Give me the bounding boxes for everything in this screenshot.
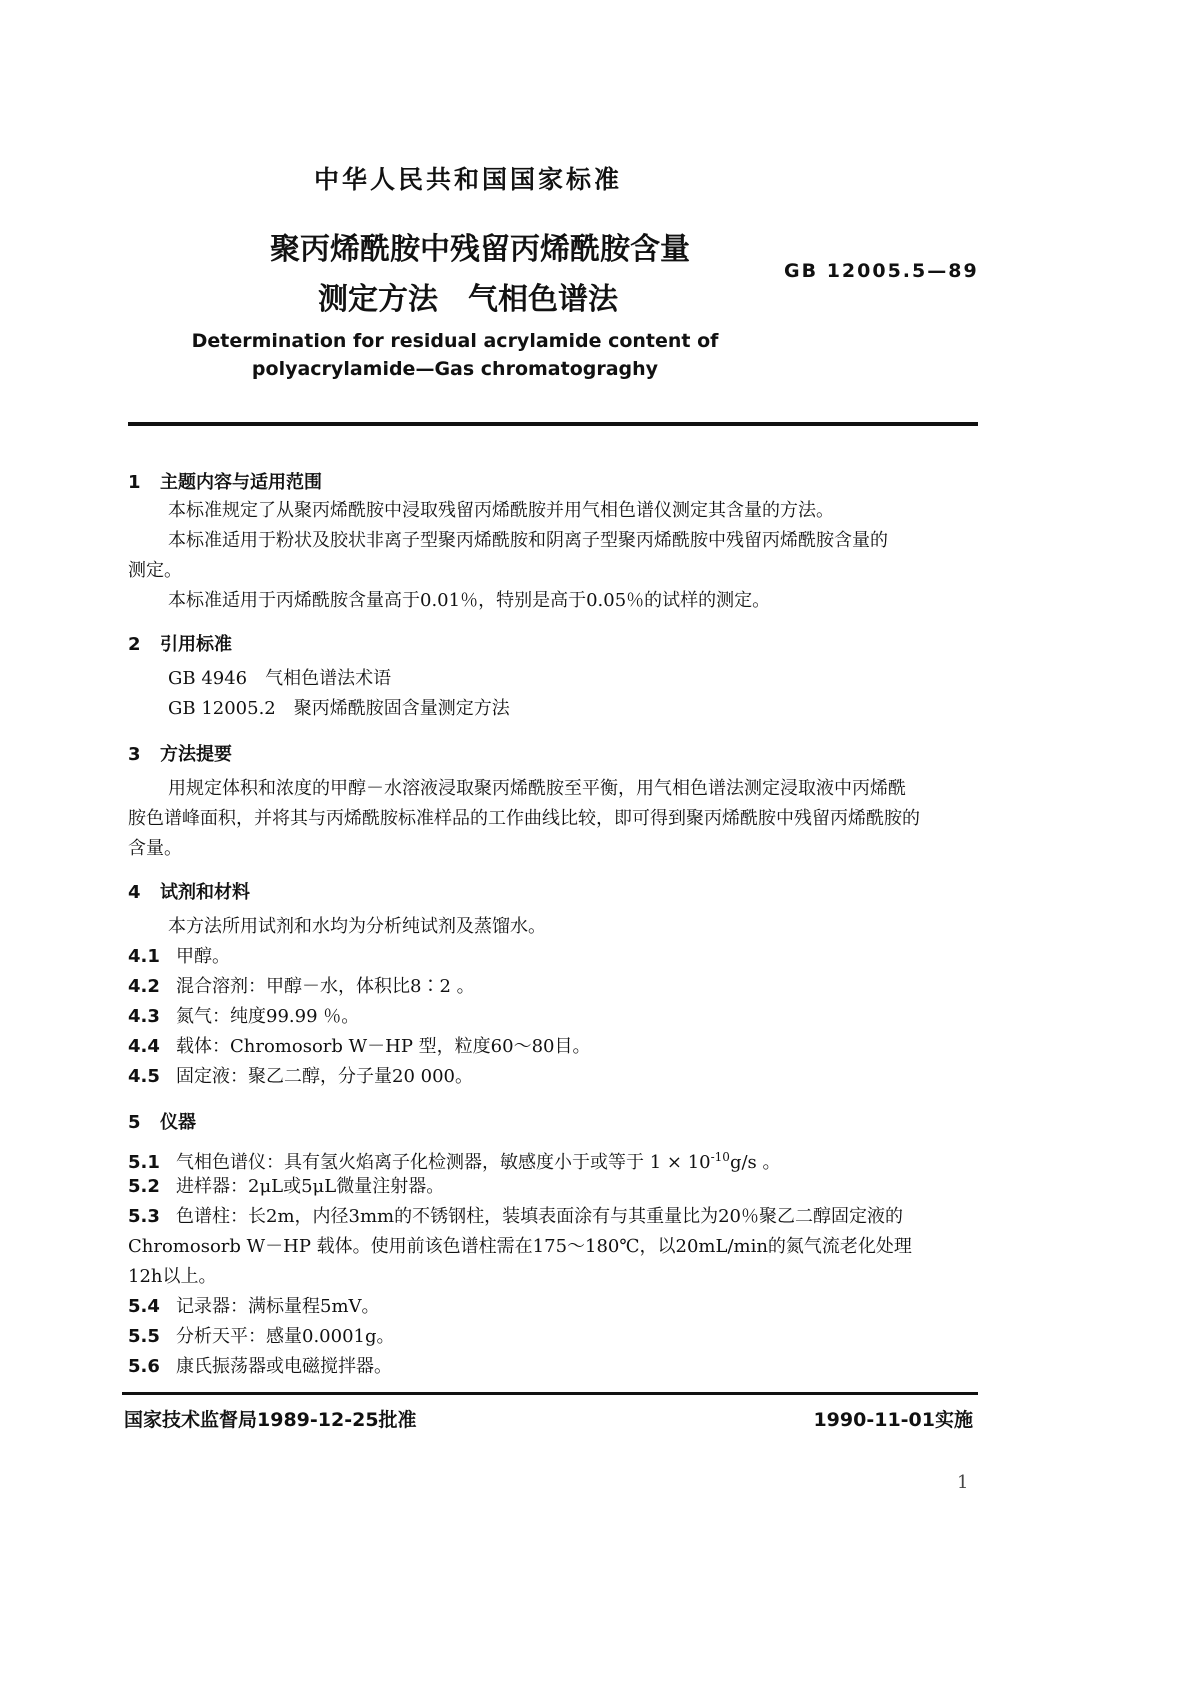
item-4-2-text: 混合溶剂：甲醇－水，体积比8∶2 。 [176, 976, 475, 997]
section-2-number: 2 [128, 634, 141, 655]
reference-gb-12005-2: GB 12005.2 聚丙烯酰胺固含量测定方法 [168, 698, 510, 719]
section-4-title: 试剂和材料 [160, 882, 250, 903]
item-5-1-unit: g/s 。 [729, 1152, 781, 1173]
section-4-number: 4 [128, 882, 141, 903]
item-4-2-number: 4.2 [128, 976, 160, 997]
item-4-4-text: 载体：Chromosorb W－HP 型，粒度60～80目。 [176, 1036, 591, 1057]
item-5-3-number: 5.3 [128, 1206, 160, 1227]
item-4-3-text: 氮气：纯度99.99 ％。 [176, 1006, 360, 1027]
section-4-heading [128, 878, 250, 904]
item-4-1-number: 4.1 [128, 946, 160, 967]
title-line-2: 测定方法 气相色谱法 [318, 282, 618, 317]
section-1-number: 1 [128, 472, 141, 493]
standard-type: 中华人民共和国国家标准 [313, 165, 622, 194]
footer-rule [122, 1392, 978, 1395]
section-5-number: 5 [128, 1112, 141, 1133]
item-5-2 [128, 1174, 444, 1200]
standard-code: GB 12005.5—89 [784, 260, 979, 282]
item-5-1 [128, 1144, 780, 1176]
item-4-5-text: 固定液：聚乙二醇，分子量20 000。 [176, 1066, 473, 1087]
item-5-3-text-line-1: 色谱柱：长2m，内径3mm的不锈钢柱，装填表面涂有与其重量比为20％聚乙二醇固定液的 [176, 1206, 904, 1227]
item-5-1-number: 5.1 [128, 1152, 160, 1173]
section-3-para-line-2: 胺色谱峰面积，并将其与丙烯酰胺标准样品的工作曲线比较，即可得到聚丙烯酰胺中残留丙烯酰胺的 [128, 808, 920, 829]
approval-line: 国家技术监督局1989-12-25批准 [124, 1409, 417, 1431]
english-title-line-2: polyacrylamide—Gas chromatograghy [251, 358, 659, 380]
title-line-1: 聚丙烯酰胺中残留丙烯酰胺含量 [270, 232, 690, 267]
item-5-6-text: 康氏振荡器或电磁搅拌器。 [176, 1356, 392, 1377]
item-5-6-number: 5.6 [128, 1356, 160, 1377]
item-5-2-text: 进样器：2μL或5μL微量注射器。 [176, 1176, 445, 1197]
section-1-para-2b: 测定。 [128, 560, 182, 581]
item-5-3 [128, 1204, 903, 1230]
item-5-3-line-2: Chromosorb W－HP 载体。使用前该色谱柱需在175～180℃，以20mL/min的氮气流老化处理 [128, 1236, 912, 1257]
section-2-title: 引用标准 [160, 634, 232, 655]
item-5-2-number: 5.2 [128, 1176, 160, 1197]
page-number: 1 [957, 1472, 969, 1493]
item-5-5-number: 5.5 [128, 1326, 160, 1347]
item-5-4-text: 记录器：满标量程5mV。 [176, 1296, 380, 1317]
section-2-heading [128, 630, 232, 656]
item-4-1-text: 甲醇。 [176, 946, 230, 967]
section-1-para-1: 本标准规定了从聚丙烯酰胺中浸取残留丙烯酰胺并用气相色谱仪测定其含量的方法。 [168, 500, 834, 521]
effective-date: 1990-11-01实施 [813, 1409, 973, 1431]
item-4-3-number: 4.3 [128, 1006, 160, 1027]
item-5-3-line-3: 12h以上。 [128, 1266, 217, 1287]
item-4-4 [128, 1034, 590, 1060]
section-3-para-line-1: 用规定体积和浓度的甲醇－水溶液浸取聚丙烯酰胺至平衡，用气相色谱法测定浸取液中丙烯酰 [168, 778, 906, 799]
item-5-6 [128, 1354, 392, 1380]
item-5-4-number: 5.4 [128, 1296, 160, 1317]
item-5-1-exponent: -10 [710, 1150, 730, 1164]
section-4-intro: 本方法所用试剂和水均为分析纯试剂及蒸馏水。 [168, 916, 546, 937]
item-4-2 [128, 974, 475, 1000]
section-1-para-3: 本标准适用于丙烯酰胺含量高于0.01％，特别是高于0.05％的试样的测定。 [168, 590, 771, 611]
item-4-5 [128, 1064, 473, 1090]
header-rule [128, 422, 978, 426]
section-1-para-2a: 本标准适用于粉状及胶状非离子型聚丙烯酰胺和阴离子型聚丙烯酰胺中残留丙烯酰胺含量的 [168, 530, 888, 551]
item-5-5-text: 分析天平：感量0.0001g。 [176, 1326, 395, 1347]
section-3-title: 方法提要 [160, 744, 232, 765]
section-5-heading [128, 1108, 196, 1134]
item-4-1 [128, 944, 230, 970]
item-5-4 [128, 1294, 380, 1320]
reference-gb-4946: GB 4946 气相色谱法术语 [168, 668, 392, 689]
item-5-5 [128, 1324, 395, 1350]
section-1-heading [128, 468, 322, 494]
section-1-title: 主题内容与适用范围 [160, 472, 322, 493]
section-3-para-line-3: 含量。 [128, 838, 182, 859]
english-title-line-1: Determination for residual acrylamide content of [191, 330, 719, 352]
item-5-1-text: 气相色谱仪：具有氢火焰离子化检测器，敏感度小于或等于 1 × 10 [176, 1152, 711, 1173]
item-4-5-number: 4.5 [128, 1066, 160, 1087]
item-4-3 [128, 1004, 359, 1030]
item-4-4-number: 4.4 [128, 1036, 160, 1057]
section-3-number: 3 [128, 744, 141, 765]
section-5-title: 仪器 [160, 1112, 196, 1133]
section-3-heading [128, 740, 232, 766]
